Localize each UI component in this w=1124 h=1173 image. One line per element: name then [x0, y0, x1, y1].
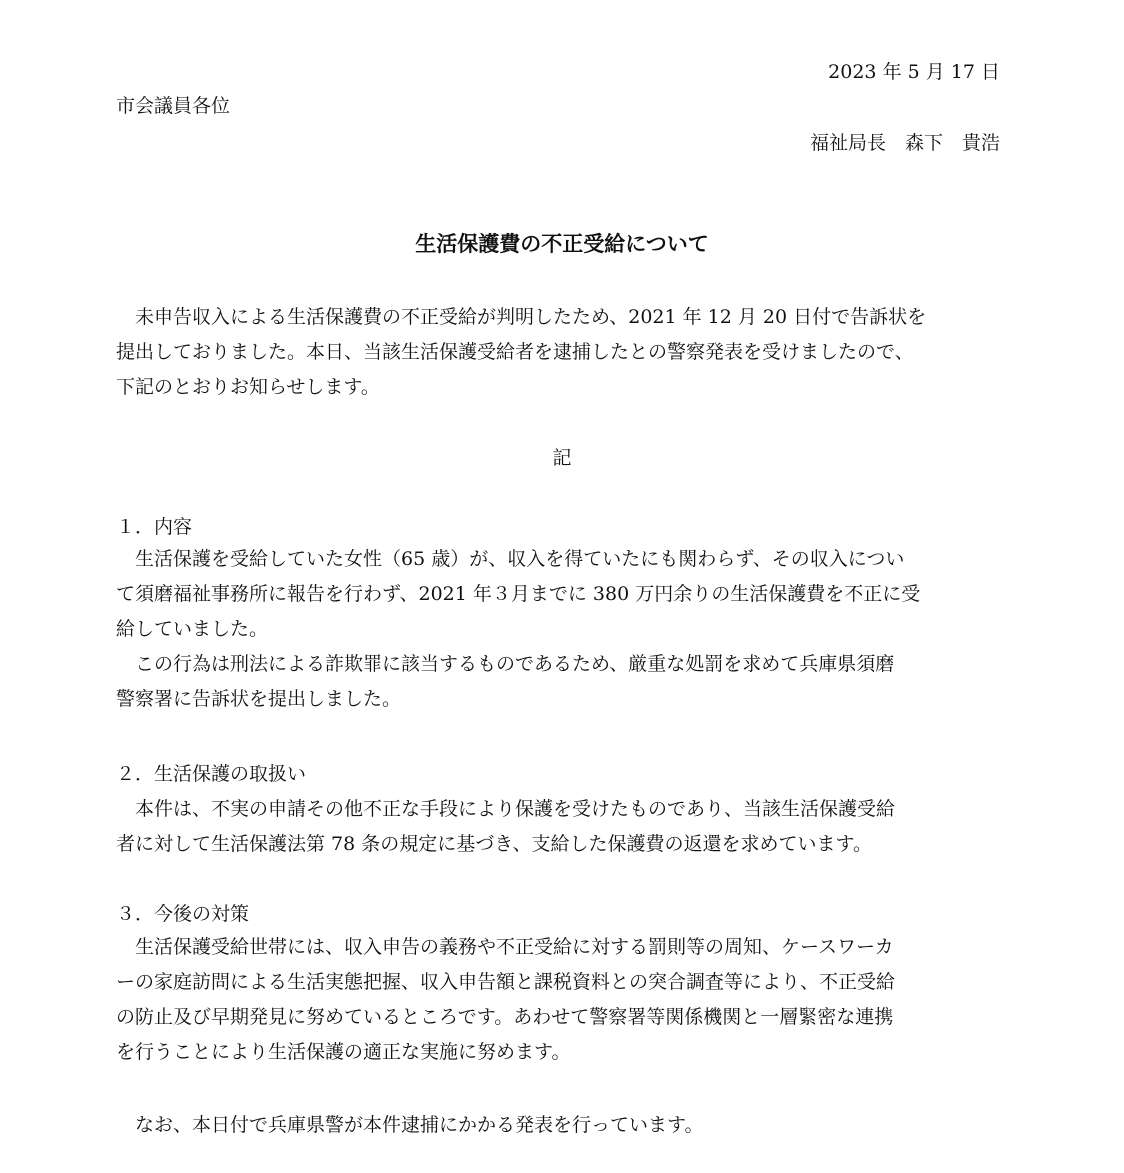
document-title: 生活保護費の不正受給について	[415, 231, 709, 256]
section-heading: ３．今後の対策	[116, 903, 250, 925]
closing-line: なお、本日付で兵庫県警が本件逮捕にかかる発表を行っています。	[116, 1114, 704, 1136]
ki-marker: 記	[552, 447, 572, 469]
intro-line: 下記のとおりお知らせします。	[116, 376, 380, 398]
section-line: を行うことにより生活保護の適正な実施に努めます。	[116, 1041, 571, 1063]
section-body	[116, 792, 1006, 862]
section-heading: ２．生活保護の取扱い	[116, 763, 307, 785]
document-date: 2023 年 5 月 17 日	[828, 61, 1000, 83]
section-line: ーの家庭訪問による生活実態把握、収入申告額と課税資料との突合調査等により、不正受給	[116, 971, 896, 993]
intro-line: 未申告収入による生活保護費の不正受給が判明したため、2021 年 12 月 20 日付で告訴状を	[116, 306, 927, 328]
section-body	[116, 542, 1006, 717]
section-line: 生活保護受給世帯には、収入申告の義務や不正受給に対する罰則等の周知、ケースワーカ	[116, 936, 894, 958]
section-line: この行為は刑法による詐欺罪に該当するものであるため、厳重な処罰を求めて兵庫県須磨	[116, 653, 895, 675]
closing-note	[116, 1108, 1006, 1143]
intro-paragraph	[116, 300, 1006, 405]
section-line: 給していました。	[116, 618, 269, 640]
section-line: 本件は、不実の申請その他不正な手段により保護を受けたものであり、当該生活保護受給	[116, 798, 896, 820]
section-line: 者に対して生活保護法第 78 条の規定に基づき、支給した保護費の返還を求めています。	[116, 833, 872, 855]
section-line: 生活保護を受給していた女性（65 歳）が、収入を得ていたにも関わらず、その収入につい	[116, 548, 905, 570]
section-heading: １．内容	[116, 516, 193, 538]
section-line: の防止及び早期発見に努めているところです。あわせて警察署等関係機関と一層緊密な連携	[116, 1006, 894, 1028]
section-body	[116, 930, 1006, 1070]
section-line: 警察署に告訴状を提出しました。	[116, 688, 402, 710]
addressee: 市会議員各位	[116, 95, 231, 117]
sender: 福祉局長 森下 貴浩	[809, 132, 1000, 154]
intro-line: 提出しておりました。本日、当該生活保護受給者を逮捕したとの警察発表を受けましたので、	[116, 341, 914, 363]
section-line: て須磨福祉事務所に報告を行わず、2021 年３月までに 380 万円余りの生活保護費を不正に受	[116, 583, 921, 605]
